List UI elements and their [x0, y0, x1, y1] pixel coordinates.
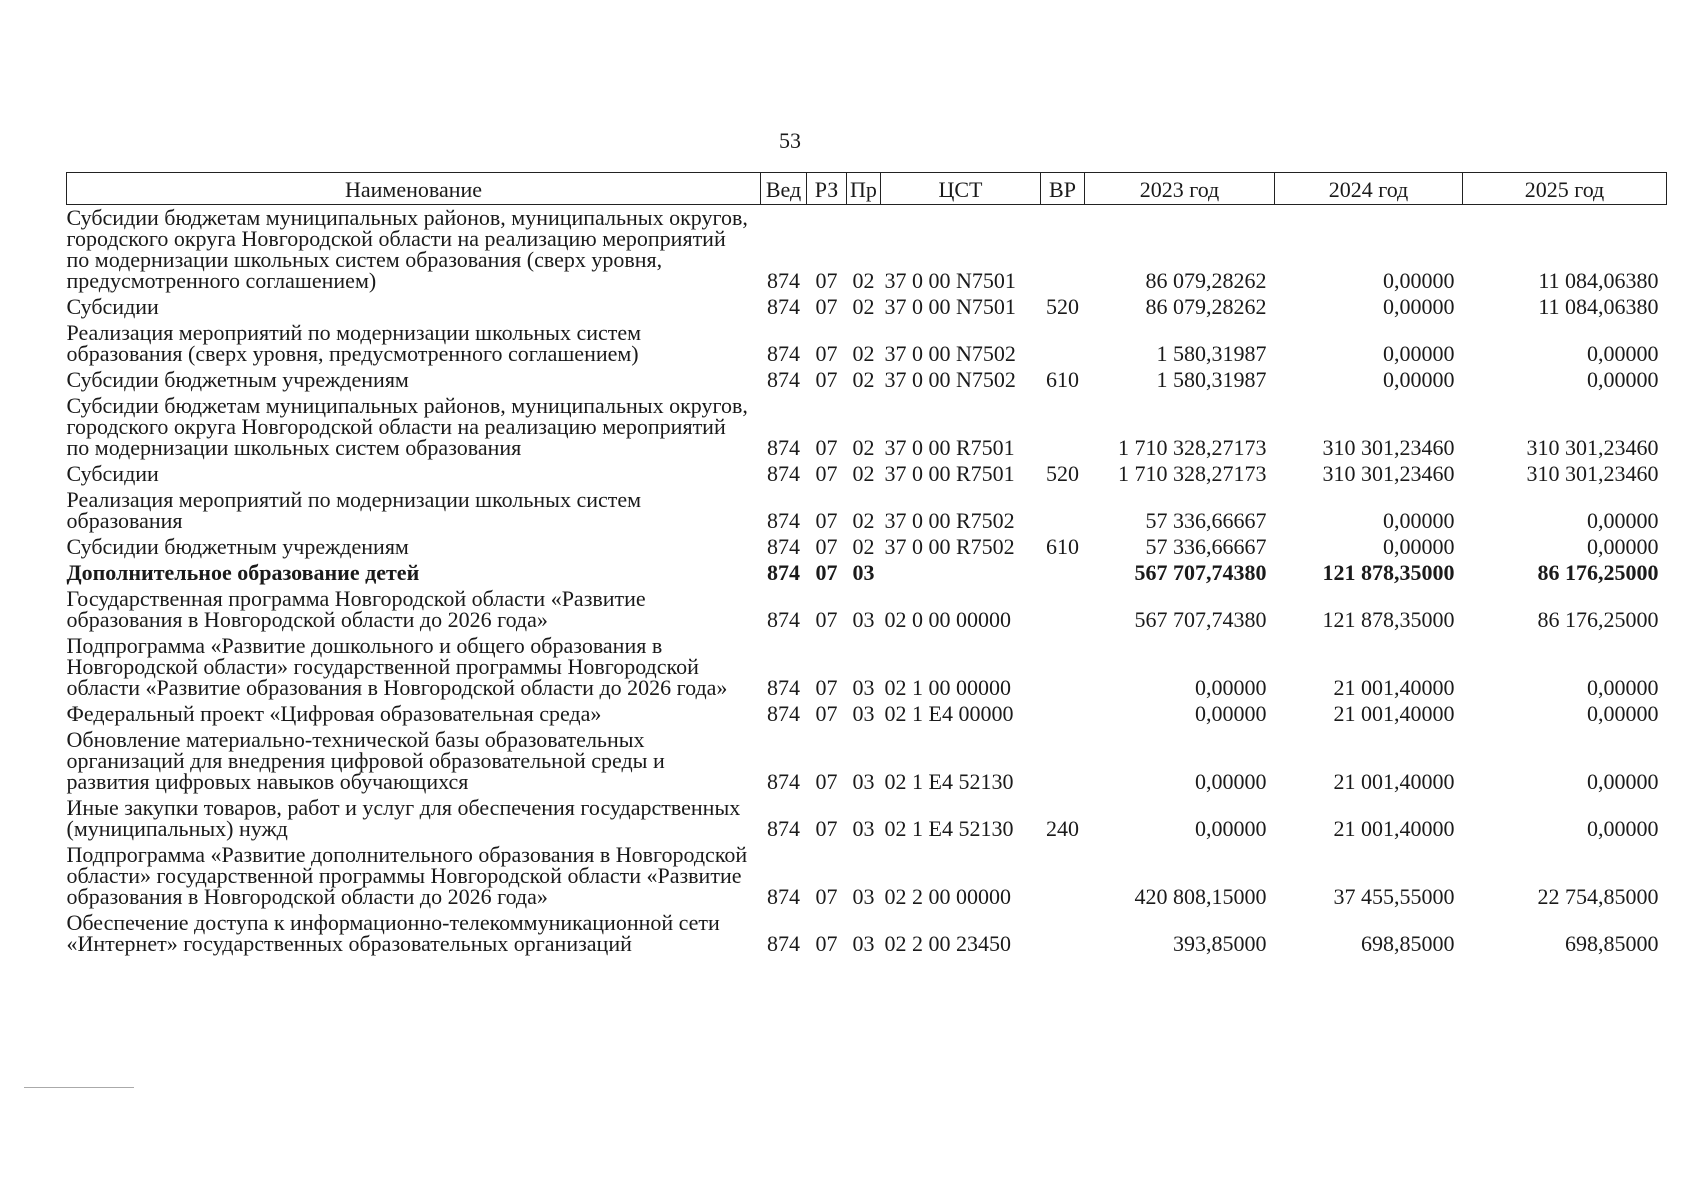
cell-name: Реализация мероприятий по модернизации школьных систем образования [66, 487, 642, 533]
cell-cst: 37 0 00 R7502 [884, 534, 1015, 559]
cell-ved: 874 [767, 461, 800, 486]
cell-ved: 874 [767, 931, 800, 956]
cell-ved: 874 [767, 816, 800, 841]
cell-name: Субсидии [66, 461, 159, 486]
cell-2023: 57 336,66667 [1145, 534, 1267, 559]
cell-name: Субсидии бюджетам муниципальных районов, муниципальных округов, городского округа Новгородской области на реализацию мероприятий по модернизации школьных систем образования (сверх уровня, предусмотренного соглашением) [66, 205, 748, 293]
table-body [67, 205, 1667, 958]
cell-cst: 37 0 00 N7502 [884, 367, 1016, 392]
cell-name: Подпрограмма «Развитие дополнительного образования в Новгородской области» государственной программы Новгородской области «Развитие образования в Новгородской области до 2026 года» [66, 842, 748, 909]
cell-ved: 874 [767, 607, 800, 632]
table-row [67, 842, 1667, 910]
cell-2024: 0,00000 [1383, 268, 1455, 293]
cell-rz: 07 [815, 294, 838, 319]
cell-vr [1041, 487, 1085, 534]
cell-ved: 874 [767, 534, 800, 559]
header-ved: Вед [761, 173, 807, 205]
cell-2023: 1 710 328,27173 [1118, 435, 1267, 460]
cell-2024: 698,85000 [1361, 931, 1455, 956]
cell-vr: 520 [1046, 461, 1079, 486]
cell-cst: 02 2 00 00000 [884, 884, 1011, 909]
page-number: 53 [779, 128, 801, 153]
cell-2023: 86 079,28262 [1145, 268, 1267, 293]
cell-2025: 11 084,06380 [1538, 294, 1659, 319]
cell-2025: 0,00000 [1587, 534, 1659, 559]
cell-pr: 03 [852, 884, 875, 909]
cell-pr: 03 [852, 701, 875, 726]
table-row [67, 701, 1667, 727]
cell-name: Субсидии [66, 294, 159, 319]
cell-2024: 0,00000 [1383, 534, 1455, 559]
cell-rz: 07 [815, 508, 838, 533]
cell-cst: 02 1 00 00000 [884, 675, 1011, 700]
cell-pr: 02 [852, 508, 875, 533]
cell-pr: 03 [852, 816, 875, 841]
cell-2023: 1 580,31987 [1156, 367, 1267, 392]
cell-vr [1041, 842, 1085, 910]
table-row [67, 367, 1667, 393]
cell-name: Обновление материально-технической базы образовательных организаций для внедрения цифровой образовательной среды и развития цифровых навыков обучающихся [66, 727, 665, 794]
cell-2025: 0,00000 [1587, 816, 1659, 841]
cell-name: Иные закупки товаров, работ и услуг для обеспечения государственных (муниципальных) нужд [66, 795, 741, 841]
cell-pr: 03 [852, 560, 875, 585]
table-row [67, 320, 1667, 367]
header-name: Наименование [67, 173, 761, 205]
cell-vr [1041, 586, 1085, 633]
cell-2024: 0,00000 [1383, 294, 1455, 319]
cell-cst: 37 0 00 R7502 [884, 508, 1015, 533]
cell-2023: 567 707,74380 [1134, 560, 1267, 585]
cell-ved: 874 [767, 508, 800, 533]
cell-cst: 37 0 00 R7501 [884, 435, 1015, 460]
cell-name: Субсидии бюджетным учреждениям [66, 534, 409, 559]
cell-2023: 393,85000 [1173, 931, 1267, 956]
cell-2023: 0,00000 [1195, 701, 1267, 726]
cell-2024: 310 301,23460 [1322, 435, 1455, 460]
cell-ved: 874 [767, 268, 800, 293]
cell-pr: 02 [852, 341, 875, 366]
cell-rz: 07 [815, 701, 838, 726]
scan-artifact-line [24, 1087, 134, 1088]
cell-rz: 07 [815, 461, 838, 486]
cell-rz: 07 [815, 769, 838, 794]
header-pr: Пр [847, 173, 881, 205]
cell-cst: 37 0 00 N7501 [884, 268, 1016, 293]
cell-2024: 21 001,40000 [1333, 675, 1455, 700]
table-row [67, 560, 1667, 586]
cell-2024: 0,00000 [1383, 341, 1455, 366]
cell-2023: 567 707,74380 [1134, 607, 1267, 632]
cell-rz: 07 [815, 268, 838, 293]
header-cst: ЦСТ [881, 173, 1041, 205]
cell-2023: 0,00000 [1195, 675, 1267, 700]
cell-cst: 02 1 E4 52130 [884, 816, 1014, 841]
cell-pr: 02 [852, 367, 875, 392]
cell-ved: 874 [767, 701, 800, 726]
cell-vr: 240 [1046, 816, 1079, 841]
cell-2025: 86 176,25000 [1537, 560, 1659, 585]
cell-2025: 0,00000 [1587, 367, 1659, 392]
cell-vr [1041, 205, 1085, 295]
header-2025: 2025 год [1463, 173, 1667, 205]
table-header-row [67, 173, 1667, 205]
cell-2023: 57 336,66667 [1145, 508, 1267, 533]
table-row [67, 910, 1667, 957]
cell-2025: 698,85000 [1565, 931, 1659, 956]
cell-vr [1041, 633, 1085, 701]
cell-name: Государственная программа Новгородской области «Развитие образования в Новгородской области до 2026 года» [66, 586, 646, 632]
cell-pr: 02 [852, 435, 875, 460]
cell-cst: 02 1 E4 52130 [884, 769, 1014, 794]
cell-rz: 07 [815, 931, 838, 956]
table-row [67, 586, 1667, 633]
cell-2024: 121 878,35000 [1322, 560, 1455, 585]
cell-rz: 07 [815, 341, 838, 366]
cell-pr: 03 [852, 931, 875, 956]
table-row [67, 795, 1667, 842]
cell-rz: 07 [815, 435, 838, 460]
cell-name: Подпрограмма «Развитие дошкольного и общего образования в Новгородской области» государственной программы Новгородской области «Развитие образования в Новгородской области до 2026 года» [66, 633, 728, 700]
cell-2025: 0,00000 [1587, 675, 1659, 700]
cell-ved: 874 [767, 341, 800, 366]
cell-2024: 37 455,55000 [1333, 884, 1455, 909]
cell-vr [1041, 727, 1085, 795]
cell-2024: 21 001,40000 [1333, 769, 1455, 794]
cell-ved: 874 [767, 769, 800, 794]
cell-name: Субсидии бюджетным учреждениям [66, 367, 409, 392]
cell-2025: 86 176,25000 [1537, 607, 1659, 632]
cell-2025: 11 084,06380 [1538, 268, 1659, 293]
table-row [67, 461, 1667, 487]
cell-cst: 37 0 00 N7502 [884, 341, 1016, 366]
cell-ved: 874 [767, 367, 800, 392]
cell-2023: 420 808,15000 [1134, 884, 1267, 909]
cell-2025: 0,00000 [1587, 508, 1659, 533]
cell-vr [1041, 393, 1085, 461]
cell-2024: 0,00000 [1383, 367, 1455, 392]
cell-rz: 07 [815, 560, 838, 585]
cell-name: Обеспечение доступа к информационно-телекоммуникационной сети «Интернет» государственных образовательных организаций [66, 910, 720, 956]
cell-cst: 37 0 00 N7501 [884, 294, 1016, 319]
cell-cst: 02 1 E4 00000 [884, 701, 1014, 726]
table-row [67, 534, 1667, 560]
cell-cst [881, 560, 1041, 586]
cell-name: Федеральный проект «Цифровая образовательная среда» [66, 701, 602, 726]
cell-pr: 02 [852, 461, 875, 486]
header-vr: ВР [1041, 173, 1085, 205]
cell-name: Реализация мероприятий по модернизации школьных систем образования (сверх уровня, предусмотренного соглашением) [66, 320, 642, 366]
cell-ved: 874 [767, 884, 800, 909]
cell-vr: 610 [1046, 534, 1079, 559]
header-2023: 2023 год [1085, 173, 1275, 205]
cell-2023: 0,00000 [1195, 816, 1267, 841]
cell-pr: 03 [852, 769, 875, 794]
cell-2025: 0,00000 [1587, 341, 1659, 366]
cell-cst: 02 0 00 00000 [884, 607, 1011, 632]
cell-ved: 874 [767, 560, 800, 585]
table-row [67, 487, 1667, 534]
cell-ved: 874 [767, 294, 800, 319]
cell-vr [1041, 320, 1085, 367]
cell-pr: 02 [852, 294, 875, 319]
budget-table [66, 172, 1667, 957]
cell-pr: 02 [852, 534, 875, 559]
cell-2024: 21 001,40000 [1333, 701, 1455, 726]
cell-2024: 121 878,35000 [1322, 607, 1455, 632]
cell-pr: 02 [852, 268, 875, 293]
cell-rz: 07 [815, 675, 838, 700]
cell-2025: 22 754,85000 [1537, 884, 1659, 909]
cell-pr: 03 [852, 675, 875, 700]
cell-2023: 0,00000 [1195, 769, 1267, 794]
cell-2023: 1 580,31987 [1156, 341, 1267, 366]
table-row [67, 727, 1667, 795]
cell-ved: 874 [767, 675, 800, 700]
cell-ved: 874 [767, 435, 800, 460]
cell-cst: 02 2 00 23450 [884, 931, 1011, 956]
cell-rz: 07 [815, 607, 838, 632]
cell-rz: 07 [815, 534, 838, 559]
cell-rz: 07 [815, 816, 838, 841]
cell-2025: 310 301,23460 [1526, 435, 1659, 460]
cell-rz: 07 [815, 367, 838, 392]
cell-vr: 520 [1046, 294, 1079, 319]
table-row [67, 205, 1667, 295]
header-rz: РЗ [807, 173, 847, 205]
cell-cst: 37 0 00 R7501 [884, 461, 1015, 486]
cell-vr [1041, 910, 1085, 957]
cell-2023: 1 710 328,27173 [1118, 461, 1267, 486]
cell-2025: 0,00000 [1587, 701, 1659, 726]
cell-vr [1041, 701, 1085, 727]
cell-2024: 21 001,40000 [1333, 816, 1455, 841]
cell-2024: 310 301,23460 [1322, 461, 1455, 486]
cell-vr: 610 [1046, 367, 1079, 392]
cell-vr [1041, 560, 1085, 586]
header-2024: 2024 год [1275, 173, 1463, 205]
cell-name: Дополнительное образование детей [66, 560, 420, 585]
cell-rz: 07 [815, 884, 838, 909]
cell-2023: 86 079,28262 [1145, 294, 1267, 319]
cell-2025: 0,00000 [1587, 769, 1659, 794]
table-row [67, 393, 1667, 461]
table-row [67, 633, 1667, 701]
cell-name: Субсидии бюджетам муниципальных районов, муниципальных округов, городского округа Новгородской области на реализацию мероприятий по модернизации школьных систем образования [66, 393, 748, 460]
cell-2024: 0,00000 [1383, 508, 1455, 533]
cell-2025: 310 301,23460 [1526, 461, 1659, 486]
cell-pr: 03 [852, 607, 875, 632]
table-row [67, 294, 1667, 320]
